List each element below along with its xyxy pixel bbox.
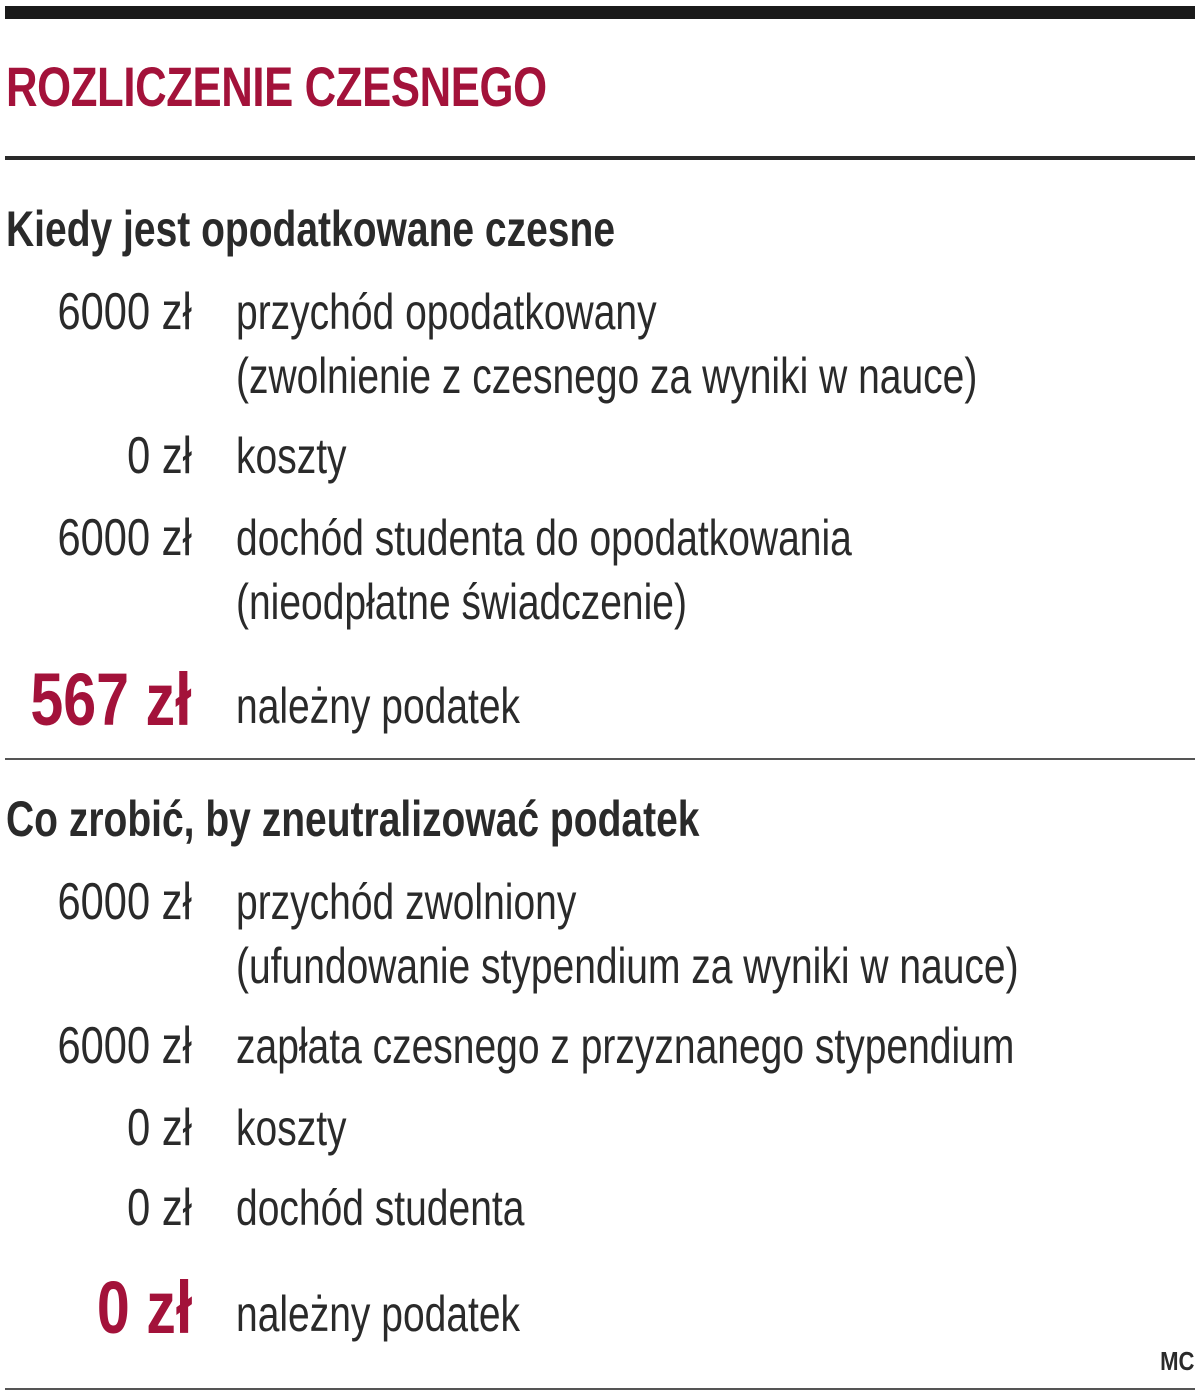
description	[236, 1014, 1014, 1078]
tax-due-amount: 567 zł	[30, 658, 192, 741]
description-line: dochód studenta do opodatkowania	[236, 510, 852, 566]
description-note: (ufundowanie stypendium za wyniki w nauce)	[236, 938, 1019, 994]
amount: 0 zł	[127, 427, 192, 485]
amount: 0 zł	[127, 1099, 192, 1157]
description	[236, 1176, 524, 1240]
description-note: (zwolnienie z czesnego za wyniki w nauce)	[236, 348, 978, 404]
amount: 6000 zł	[57, 509, 192, 567]
bottom-rule	[5, 1388, 1195, 1390]
description	[236, 870, 1019, 998]
description-line: koszty	[236, 1100, 347, 1156]
description-line: dochód studenta	[236, 1180, 525, 1236]
top-thick-rule	[5, 6, 1195, 19]
amount: 6000 zł	[57, 283, 192, 341]
tax-due-amount: 0 zł	[96, 1266, 192, 1349]
amount: 6000 zł	[57, 873, 192, 931]
infographic-title: ROZLICZENIE CZESNEGO	[6, 55, 547, 118]
description	[236, 424, 347, 488]
section-1-heading: Kiedy jest opodatkowane czesne	[6, 201, 616, 257]
section-divider	[5, 758, 1195, 760]
description-line: przychód zwolniony	[236, 874, 577, 930]
section-2-heading: Co zrobić, by zneutralizować podatek	[6, 791, 700, 847]
author-credit: MC	[1159, 1346, 1194, 1376]
description-note: (nieodpłatne świadczenie)	[236, 574, 687, 630]
description-line: koszty	[236, 428, 347, 484]
title-divider	[5, 156, 1195, 160]
description	[236, 1096, 347, 1160]
description	[236, 674, 520, 738]
description-line: przychód opodatkowany	[236, 284, 657, 340]
description	[236, 506, 852, 634]
amount: 6000 zł	[57, 1017, 192, 1075]
description-line: zapłata czesnego z przyznanego stypendium	[236, 1018, 1015, 1074]
amount: 0 zł	[127, 1179, 192, 1237]
description	[236, 1282, 520, 1346]
description	[236, 280, 977, 408]
description-line: należny podatek	[236, 678, 521, 734]
description-line: należny podatek	[236, 1286, 521, 1342]
